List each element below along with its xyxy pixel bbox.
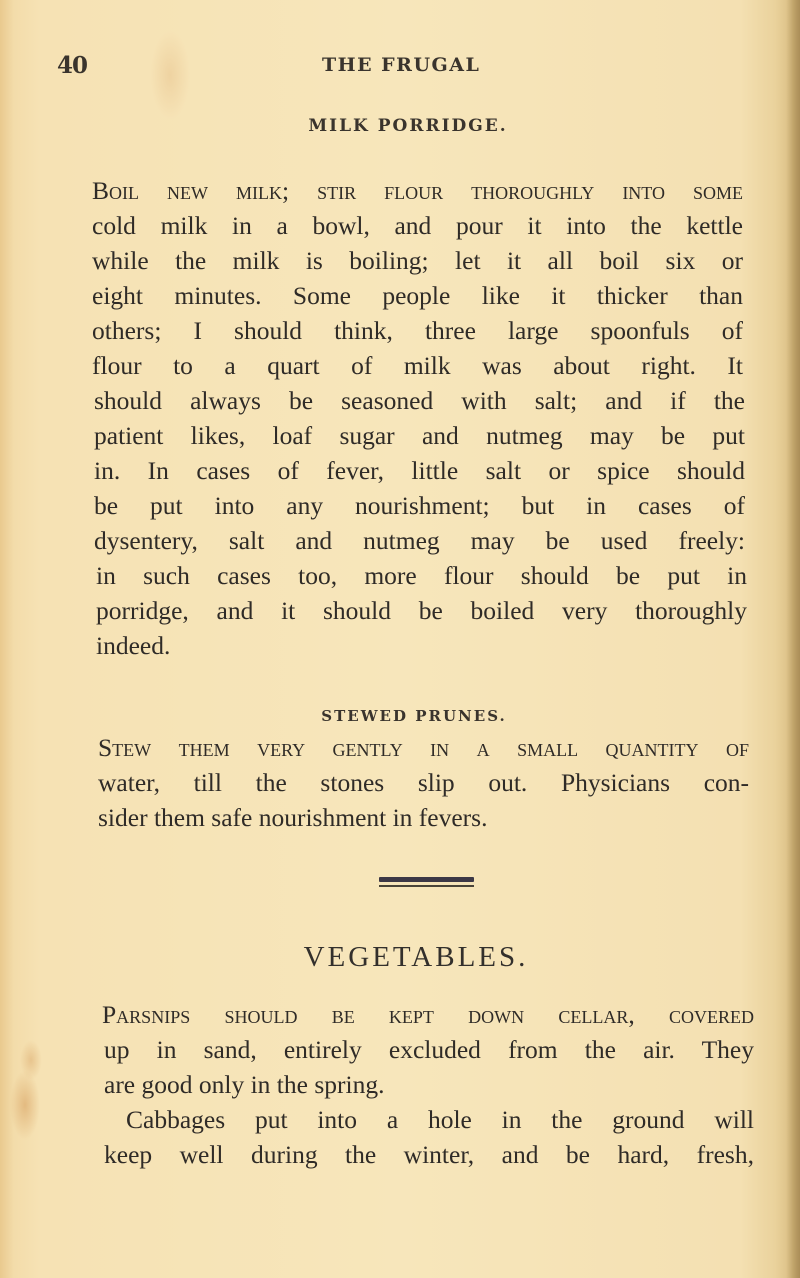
text-line xyxy=(98,733,749,763)
text-line: water, till the stones slip out. Physicians con- xyxy=(98,768,749,797)
text-line-content: Boil new milk; stir flour thoroughly into some xyxy=(92,176,743,205)
divider-thick-rule xyxy=(379,877,474,882)
paper-stain xyxy=(10,1070,40,1140)
text-line: be put into any nourishment; but in cases of xyxy=(94,491,745,520)
text-line: flour to a quart of milk was about right. It xyxy=(92,351,743,380)
text-line: eight minutes. Some people like it thicker than xyxy=(92,281,743,310)
divider-thin-rule xyxy=(379,885,474,887)
paper-stain xyxy=(20,1040,42,1080)
text-line-content: Parsnips should be kept down cellar, covered xyxy=(102,1000,754,1029)
text-line: should always be seasoned with salt; and if the xyxy=(94,386,745,415)
text-line: dysentery, salt and nutmeg may be used freely: xyxy=(94,526,745,555)
running-title: THE FRUGAL xyxy=(322,54,481,76)
text-line: are good only in the spring. xyxy=(104,1070,385,1099)
text-line: Cabbages put into a hole in the ground will xyxy=(126,1105,754,1134)
section-heading-milk-porridge: MILK PORRIDGE. xyxy=(308,116,508,136)
page-edge-shadow xyxy=(786,0,800,1278)
page-number: 40 xyxy=(57,52,88,79)
text-line xyxy=(102,1000,754,1030)
section-heading-vegetables: VEGETABLES. xyxy=(303,941,529,973)
section-divider xyxy=(379,877,474,887)
text-line: sider them safe nourishment in fevers. xyxy=(98,803,488,832)
text-line: in. In cases of fever, little salt or spice should xyxy=(94,456,745,485)
text-line: in such cases too, more flour should be put in xyxy=(96,561,747,590)
text-line: up in sand, entirely excluded from the air. They xyxy=(104,1035,754,1064)
text-line: others; I should think, three large spoonfuls of xyxy=(92,316,743,345)
text-line: keep well during the winter, and be hard, fresh, xyxy=(104,1140,754,1169)
text-line: patient likes, loaf sugar and nutmeg may be put xyxy=(94,421,745,450)
text-line-content: Stew them very gently in a small quantity of xyxy=(98,733,749,762)
running-head xyxy=(57,52,757,80)
text-line: cold milk in a bowl, and pour it into the kettle xyxy=(92,211,743,240)
section-heading-stewed-prunes: STEWED PRUNES. xyxy=(321,707,507,725)
text-line xyxy=(92,176,743,206)
text-line: while the milk is boiling; let it all boil six or xyxy=(92,246,743,275)
text-line: indeed. xyxy=(96,631,171,660)
text-line: porridge, and it should be boiled very thoroughly xyxy=(96,596,747,625)
